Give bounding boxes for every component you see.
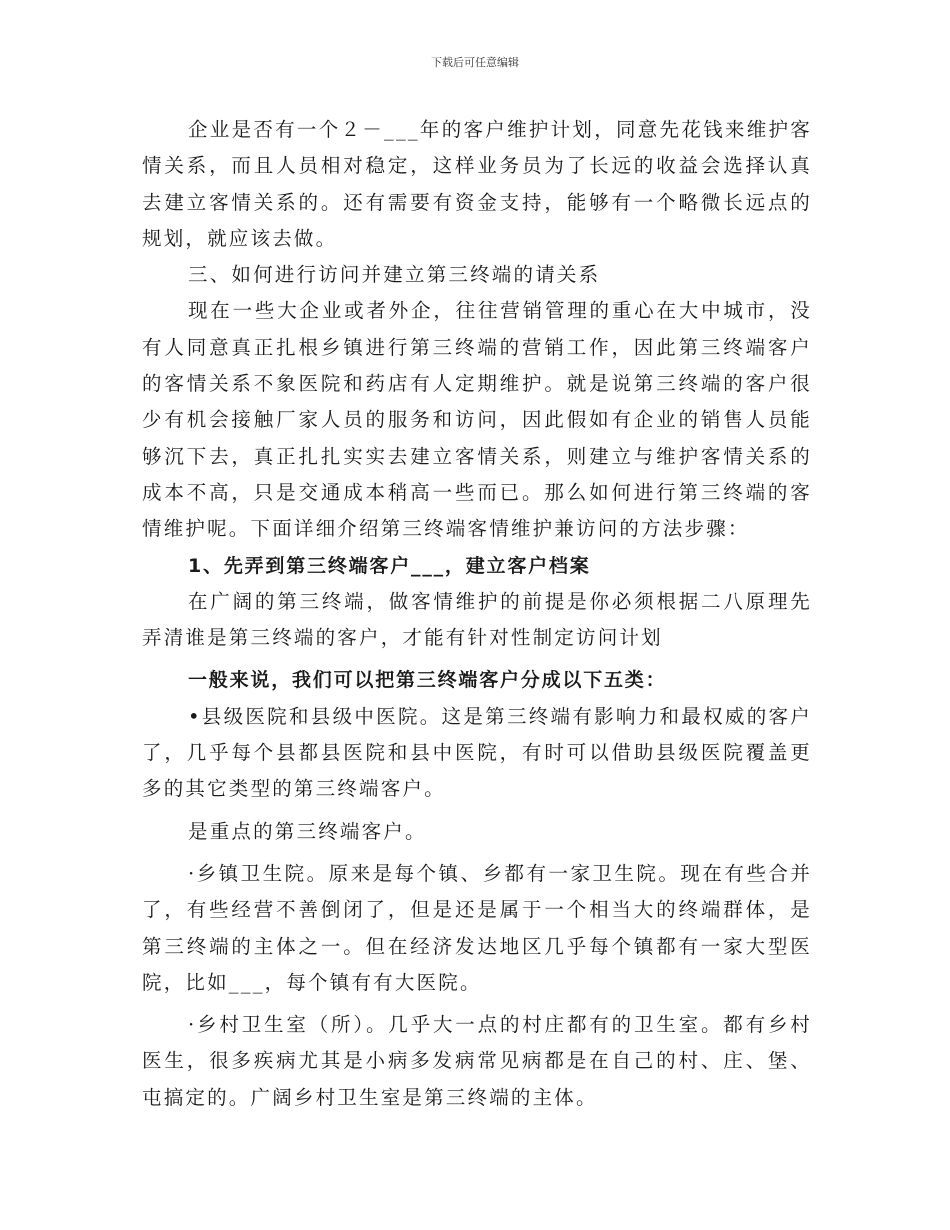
subheading-step-1: 1、先弄到第三终端客户___，建立客户档案 xyxy=(188,554,591,577)
document-body xyxy=(142,112,812,1116)
paragraph-premise: 在广阔的第三终端，做客情维护的前提是你必须根据二八原理先弄清谁是第三终端的客户，才能有针对性制定访问计划 xyxy=(142,589,812,650)
section-heading-3: 三、如何进行访问并建立第三终端的请关系 xyxy=(188,263,601,287)
paragraph-plan: 企业是否有一个２－___年的客户维护计划，同意先花钱来维护客情关系，而且人员相对稳定，这样业务员为了长远的收益会选择认真去建立客情关系的。还有需要有资金支持，能够有一个略微长远点的规划，就应该去做。 xyxy=(142,118,812,250)
list-item-village-clinics: ·乡村卫生室（所）。几乎大一点的村庄都有的卫生室。都有乡村医生，很多疾病尤其是小病多发病常见病都是在自己的村、庄、堡、屯搞定的。广阔乡村卫生室是第三终端的主体。 xyxy=(142,1013,812,1109)
page-header: 下载后可任意编辑 xyxy=(431,56,519,69)
subheading-five-categories: 一般来说，我们可以把第三终端客户分成以下五类： xyxy=(188,669,667,692)
paragraph-background: 现在一些大企业或者外企，往往营销管理的重心在大中城市，没有人同意真正扎根乡镇进行第三终端的营销工作，因此第三终端客户的客情关系不象医院和药店有人定期维护。就是说第三终端的客户很少有机会接触厂家人员的服务和访问，因此假如有企业的销售人员能够沉下去，真正扎扎实实去建立客情关系，则建立与维护客情关系的成本不高，只是交通成本稍高一些而已。那么如何进行第三终端的客情维护呢。下面详细介绍第三终端客情维护兼访问的方法步骤： xyxy=(142,299,812,541)
list-item-township-health-centers: ·乡镇卫生院。原来是每个镇、乡都有一家卫生院。现在有些合并了，有些经营不善倒闭了，但是还是属于一个相当大的终端群体，是第三终端的主体之一。但在经济发达地区几乎每个镇都有一家大型医院，比如___，每个镇有有大医院。 xyxy=(142,861,812,994)
list-item-county-hospitals: •县级医院和县级中医院。这是第三终端有影响力和最权威的客户了，几乎每个县都县医院和县中医院，有时可以借助县级医院覆盖更多的其它类型的第三终端客户。 xyxy=(142,704,812,801)
paragraph-key-customer: 是重点的第三终端客户。 xyxy=(188,819,427,843)
